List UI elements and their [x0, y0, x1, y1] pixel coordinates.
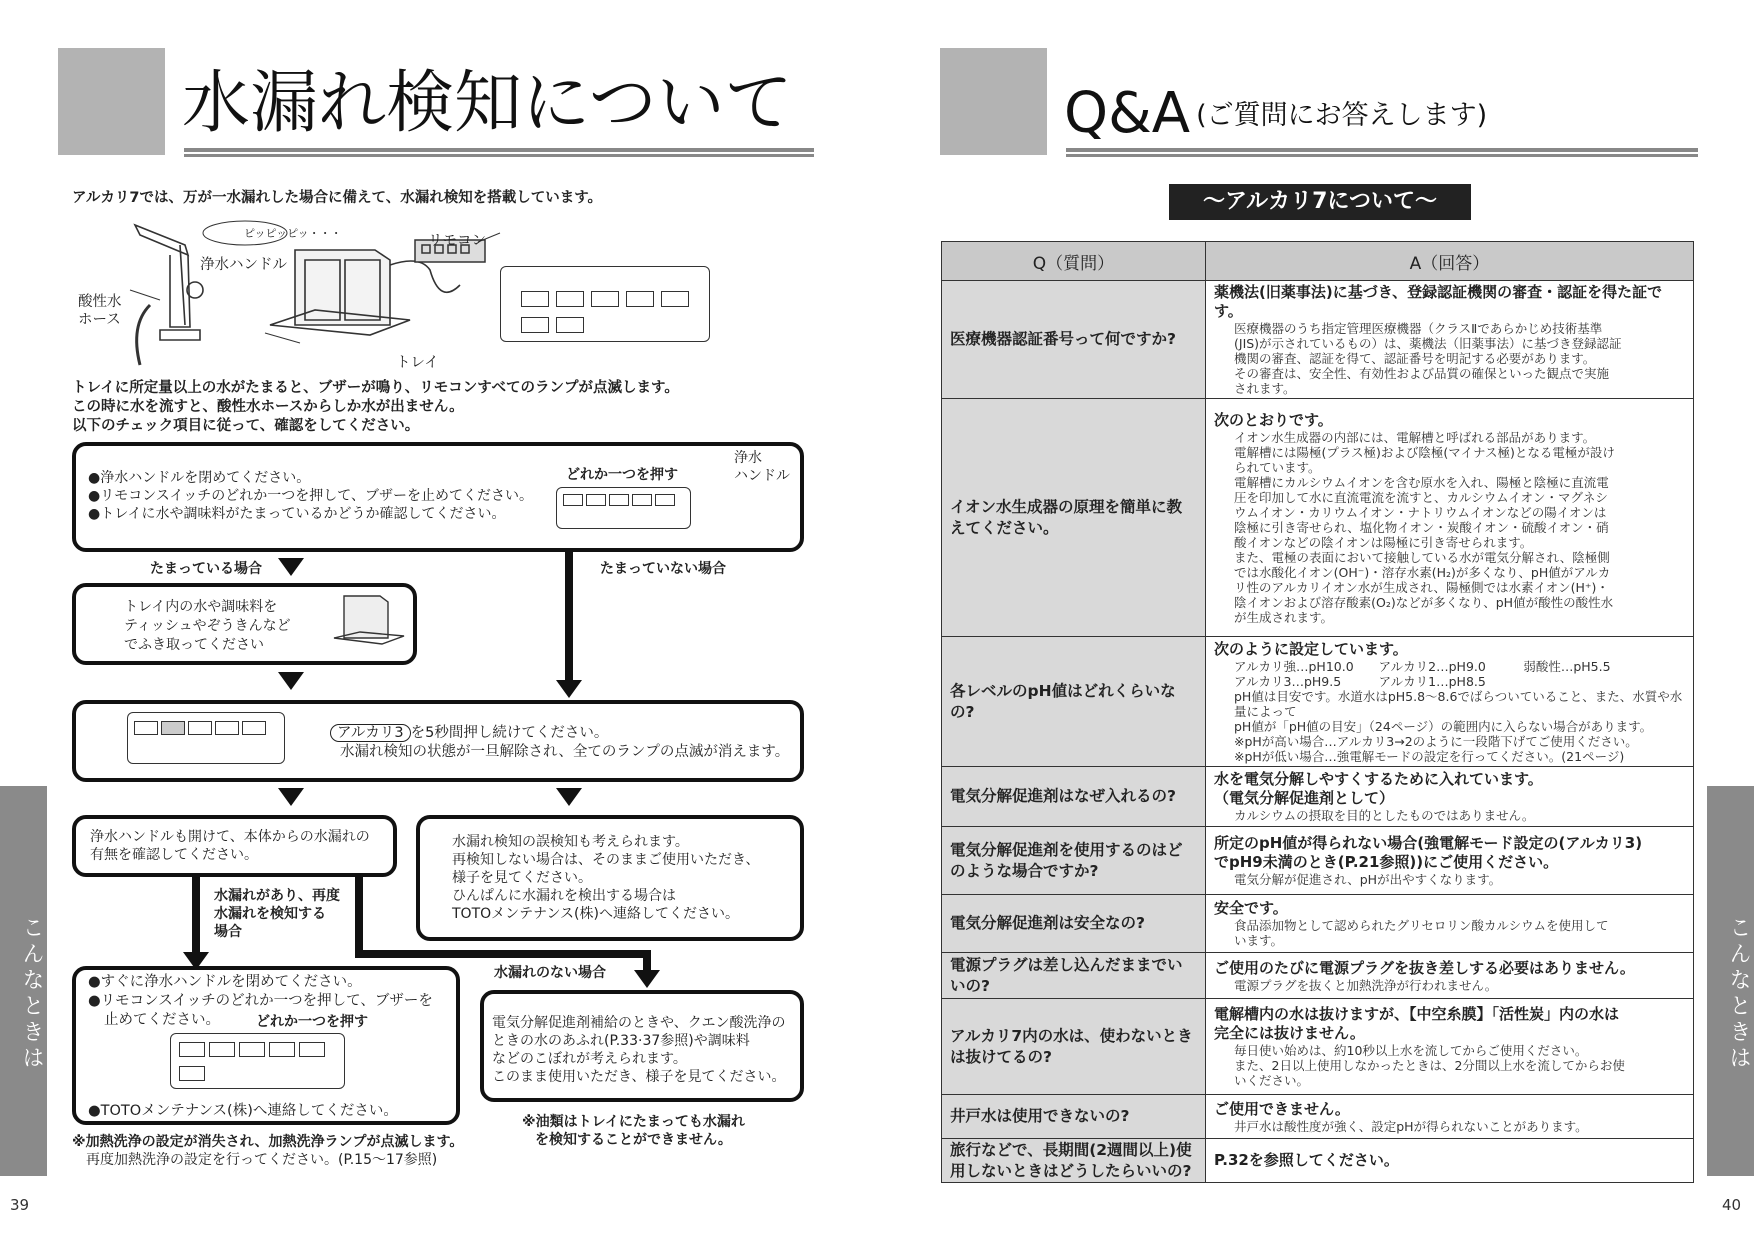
- qa-answer-head: ご使用できません。: [1214, 1099, 1350, 1118]
- qa-answer-head: 次のように設定しています。: [1214, 639, 1408, 658]
- remote-label: リモコン: [428, 233, 486, 249]
- qa-question: 電気分解促進剤を使用するのはどのような場合ですか?: [942, 827, 1206, 895]
- side-tab-right: [1707, 786, 1754, 1176]
- qa-answer-head: 水を電気分解しやすくするために入れています。 （電気分解促進剤として）: [1214, 770, 1543, 807]
- step6-line-1: ●すぐに浄水ハンドルを閉めてください。: [88, 974, 362, 990]
- step5-line-4: ひんぱんに水漏れを検出する場合は: [452, 888, 676, 904]
- arrow-leak-stem: [192, 877, 200, 954]
- qa-answer: [1206, 895, 1694, 953]
- arrow-3b: [556, 788, 582, 806]
- qa-answer: [1206, 767, 1694, 827]
- qa-header-row: [942, 242, 1694, 281]
- qa-answer-head: 薬機法(旧薬事法)に基づき、登録認証機関の審査・認証を得た証です。: [1214, 283, 1663, 320]
- step7-line-1: 電気分解促進剤補給のときや、クエン酸洗浄の: [492, 1015, 786, 1031]
- title-rule-right: [1066, 148, 1698, 157]
- qa-answer: [1206, 999, 1694, 1095]
- qa-answer: [1206, 637, 1694, 767]
- title-rule-left: [184, 148, 814, 157]
- page-title-right: [1064, 81, 1488, 146]
- qa-row: [942, 637, 1694, 767]
- qa-answer-body: カルシウムの摂取を目的としたものではありません。: [1234, 808, 1535, 823]
- qa-row: [942, 999, 1694, 1095]
- step5-line-3: 様子を見てください。: [452, 870, 592, 886]
- arrow-yes-1: [278, 558, 304, 576]
- jousui-handle-label: 浄水ハンドル: [200, 257, 287, 273]
- step7-line-3: などのこぼれが考えられます。: [492, 1051, 687, 1067]
- tray-wipe-illustration: [330, 588, 410, 660]
- arrow-3a: [278, 788, 304, 806]
- qa-answer-body: アルカリ強…pH10.0 アルカリ2…pH9.0 弱酸性…pH5.5 アルカリ3…pH9.5 アルカリ1…pH8.5 pH値は目安です。水道水はpH5.8～8.6でばらついていること、また、水質や水量によって pH値が「pH値の目安」（24ページ）の範囲内に入らない場合があります。 ※pHが高い場合…アルカリ3→2のように一段階下げてご使用ください。 ※pHが低い場合…強電解モードの設定を行ってください。(21ページ): [1234, 658, 1683, 764]
- step5-line-5: TOTOメンテナンス(株)へ連絡してください。: [452, 906, 739, 922]
- qa-row: [942, 895, 1694, 953]
- hose-label-1: 酸性水: [78, 294, 122, 310]
- qa-answer-body: イオン水生成器の内部には、電解槽と呼ばれる部品があります。 電解槽には陽極(プラス極)および陰極(マイナス極)となる電極が設け られています。 電解槽にカルシウムイオンを含む原水を入れ、陽極と陰極に直流電 圧を印加して水に直流電流を流すと、カルシウムイオン・マグネシ ウムイオン・カリウムイオン・ナトリウムイオンなどの陽イオンは 陰極に引き寄せられ、塩化物イオン・炭酸イオン・硫酸イオン・硝 酸イオンなどの陰イオンは陽極に引き寄せられます。 また、電極の表面において接触している水が電気分解され、陰極側 では水酸化イオン(OH⁻)・溶存水素(H₂)が多くなり、pH値がアルカ リ性のアルカリイオン水が生成され、陽極側では水素イオン(H⁺)・ 陰イオンおよび溶存酸素(O₂)などが多くなり、pH値が酸性の酸性水 が生成されます。: [1234, 429, 1615, 625]
- branch-yes-label: たまっている場合: [150, 561, 262, 577]
- qa-answer-head: 安全です。: [1214, 899, 1288, 917]
- qa-answer-head: 次のとおりです。: [1214, 410, 1333, 429]
- qa-table: [941, 241, 1694, 1183]
- qa-question: アルカリ7内の水は、使わないときは抜けてるの?: [942, 999, 1206, 1095]
- qa-answer: [1206, 1095, 1694, 1139]
- qa-question: 井戸水は使用できないの?: [942, 1095, 1206, 1139]
- side-tab-left: [0, 786, 47, 1176]
- remote-panel-step6: [170, 1033, 345, 1089]
- step2-line-3: でふき取ってください: [124, 637, 264, 653]
- qa-row: [942, 399, 1694, 637]
- qa-question: 各レベルのpH値はどれくらいなの?: [942, 637, 1206, 767]
- qa-col-a: A（回答）: [1206, 242, 1694, 281]
- branch-leak-3: 場合: [214, 924, 242, 940]
- qa-answer-body: 食品添加物として認められたグリセロリン酸カルシウムを使用して います。: [1234, 918, 1609, 948]
- note-heat-1: ※加熱洗浄の設定が消失され、加熱洗浄ランプが点滅します。: [72, 1134, 464, 1150]
- qa-question: 医療機器認証番号って何ですか?: [942, 281, 1206, 399]
- step6-line-3: 止めてください。: [104, 1012, 220, 1028]
- remote-panel-large: [500, 266, 710, 342]
- step3-line-2: 水漏れ検知の状態が一旦解除され、全てのランプの点滅が消えます。: [340, 744, 790, 760]
- step3-text-1: [330, 724, 608, 742]
- step4-line-2: 有無を確認してください。: [90, 847, 258, 863]
- qa-answer-body: 井戸水は酸性度が強く、設定pHが得られないことがあります。: [1234, 1118, 1588, 1134]
- arrow-noleak-head: [634, 970, 660, 988]
- note-heat-2: 再度加熱洗浄の設定を行ってください。(P.15～17参照): [86, 1152, 438, 1168]
- arrow-no-head: [556, 680, 582, 698]
- page-number-right: 40: [1722, 1196, 1742, 1214]
- intro-text: アルカリ7では、万が一水漏れした場合に備えて、水漏れ検知を搭載しています。: [72, 190, 603, 206]
- note-oil-2: を検知することができません。: [535, 1132, 732, 1148]
- step4-line-1: 浄水ハンドルも開けて、本体からの水漏れの: [90, 829, 370, 845]
- qa-answer-head: 電解槽内の水は抜けますが、【中空糸膜】「活性炭」内の水は 完全には抜けません。: [1214, 1005, 1620, 1042]
- tray-label: トレイ: [396, 355, 439, 371]
- side-tab-right-label: こんなときは: [1726, 916, 1751, 1072]
- qa-title-main: Q&A: [1064, 81, 1191, 146]
- step3-line-1: を5秒間押し続けてください。: [410, 725, 609, 741]
- branch-leak-1: 水漏れがあり、再度: [214, 888, 340, 904]
- qa-row: [942, 953, 1694, 999]
- page-number-left: 39: [10, 1196, 30, 1214]
- step7-line-2: ときの水のあふれ(P.33·37参照)や調味料: [492, 1033, 750, 1049]
- section-heading: ～アルカリ7について～: [1169, 184, 1471, 220]
- branch-no-label: たまっていない場合: [600, 561, 726, 577]
- qa-row: [942, 827, 1694, 895]
- qa-answer: [1206, 953, 1694, 999]
- step7-line-4: このまま使用いただき、様子を見てください。: [492, 1069, 786, 1085]
- arrow-noleak-stem: [355, 877, 363, 957]
- side-tab-left-label: こんなときは: [19, 916, 44, 1072]
- qa-answer-body: 毎日使い始めは、約10秒以上水を流してからご使用ください。 また、2日以上使用しなかったときは、2分間以上水を流してからお使 いください。: [1234, 1043, 1625, 1088]
- branch-noleak-label: 水漏れのない場合: [494, 965, 606, 981]
- warning-line-1: トレイに所定量以上の水がたまると、ブザーが鳴り、リモコンすべてのランプが点滅します。: [72, 380, 679, 396]
- remote-panel-step1: [556, 487, 691, 529]
- qa-row: [942, 1095, 1694, 1139]
- qa-question: 電気分解促進剤は安全なの?: [942, 895, 1206, 953]
- step2-line-2: ティッシュやぞうきんなど: [124, 618, 291, 634]
- alkali3-button-label: アルカリ3: [330, 724, 411, 742]
- step5-line-2: 再検知しない場合は、そのままご使用いただき、: [452, 852, 760, 868]
- remote-panel-step3: [127, 712, 285, 764]
- warning-line-3: 以下のチェック項目に従って、確認をしてください。: [72, 418, 420, 434]
- qa-answer-body: 電気分解が促進され、pHが出やすくなります。: [1234, 872, 1502, 887]
- hose-label-2: ホース: [78, 312, 121, 328]
- title-block-left: [58, 48, 165, 155]
- qa-answer: [1206, 399, 1694, 637]
- branch-leak-2: 水漏れを検知する: [214, 906, 326, 922]
- qa-answer-head: ご使用のたびに電源プラグを抜き差しする必要はありません。: [1214, 958, 1635, 977]
- note-oil-1: ※油類はトレイにたまっても水漏れ: [522, 1114, 745, 1130]
- qa-question: 旅行などで、長期間(2週間以上)使用しないときはどうしたらいいの?: [942, 1139, 1206, 1183]
- beep-text: ピッピッピッ・・・: [244, 227, 342, 240]
- step1-handle-2: ハンドル: [734, 468, 790, 484]
- step6-line-4: ●TOTOメンテナンス(株)へ連絡してください。: [88, 1103, 398, 1119]
- arrow-no-stem: [565, 552, 573, 682]
- warning-line-2: この時に水を流すと、酸性水ホースからしか水が出ません。: [72, 399, 464, 415]
- step1-line-1: ●浄水ハンドルを閉めてください。: [88, 470, 311, 486]
- step2-line-1: トレイ内の水や調味料を: [124, 599, 278, 615]
- step6-push-label: どれか一つを押す: [256, 1014, 368, 1030]
- qa-col-q: Q（質問）: [942, 242, 1206, 281]
- qa-question: イオン水生成器の原理を簡単に教えてください。: [942, 399, 1206, 637]
- qa-answer: [1206, 827, 1694, 895]
- step1-handle-1: 浄水: [734, 450, 762, 466]
- arrow-yes-2: [278, 672, 304, 690]
- qa-answer-head: P.32を参照してください。: [1214, 1151, 1399, 1169]
- step1-push-label: どれか一つを押す: [566, 467, 678, 483]
- step5-line-1: 水漏れ検知の誤検知も考えられます。: [452, 834, 689, 850]
- qa-answer: [1206, 1139, 1694, 1183]
- qa-title-sub: (ご質問にお答えします): [1196, 100, 1488, 131]
- qa-question: 電源プラグは差し込んだままでいいの?: [942, 953, 1206, 999]
- step1-line-2: ●リモコンスイッチのどれか一つを押して、ブザーを止めてください。: [88, 488, 533, 504]
- qa-row: [942, 281, 1694, 399]
- arrow-noleak-stem2: [643, 950, 651, 972]
- page-title-left: 水漏れ検知について: [182, 64, 793, 143]
- arrow-noleak-hline: [355, 950, 650, 958]
- qa-answer-body: 電源プラグを抜くと加熱洗浄が行われません。: [1234, 977, 1498, 993]
- qa-answer: [1206, 281, 1694, 399]
- qa-answer-head: 所定のpH値が得られない場合(強電解モード設定の(アルカリ3) でpH9未満のとき(P.21参照))にご使用ください。: [1214, 834, 1643, 871]
- qa-row: [942, 767, 1694, 827]
- title-block-right: [940, 48, 1047, 155]
- step1-line-3: ●トレイに水や調味料がたまっているかどうか確認してください。: [88, 506, 506, 522]
- qa-question: 電気分解促進剤はなぜ入れるの?: [942, 767, 1206, 827]
- qa-row: [942, 1139, 1694, 1183]
- qa-answer-body: 医療機器のうち指定管理医療機器（クラスⅡであらかじめ技術基準 (JIS)が示されているもの）は、薬機法（旧薬事法）に基づき登録認証 機関の審査、認証を得て、認証番号を明記する必要があります。 その審査は、安全性、有効性および品質の確保といった観点で実施 されます。: [1234, 321, 1622, 396]
- step6-line-2: ●リモコンスイッチのどれか一つを押して、ブザーを: [88, 993, 433, 1009]
